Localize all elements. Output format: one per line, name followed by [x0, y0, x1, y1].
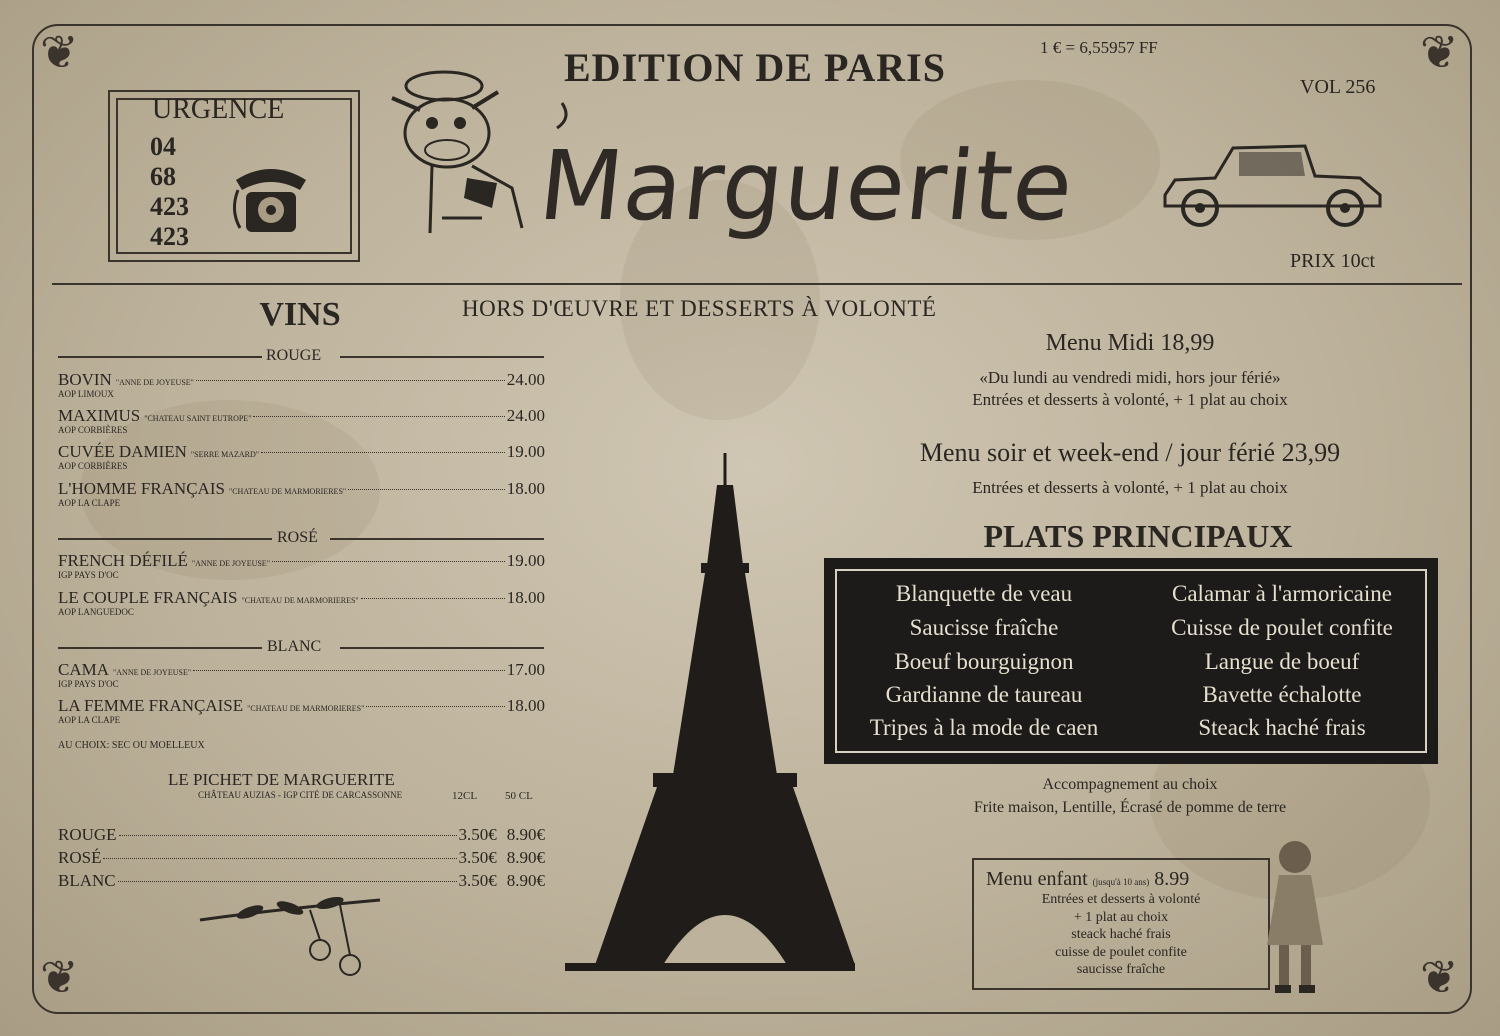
- flourish-icon: ❦: [1420, 952, 1459, 1003]
- dish-item: Tripes à la mode de caen: [869, 715, 1099, 740]
- menu-midi-title: Menu Midi 18,99: [1045, 330, 1215, 356]
- urgence-number: 04: [150, 132, 176, 161]
- pichet-price-50cl: 8.90€: [506, 848, 545, 867]
- wine-price: 19.00: [506, 551, 545, 570]
- wine-price: 18.00: [506, 588, 545, 607]
- plats-board: [824, 558, 1438, 764]
- dish-item: Bavette échalotte: [1202, 682, 1362, 707]
- rose-label: ROSÉ: [277, 529, 318, 546]
- pichet-name: ROUGE: [58, 825, 117, 844]
- vintage-car-icon: [1155, 140, 1390, 230]
- wine-producer: "CHATEAU DE MARMORIERES": [247, 704, 365, 713]
- kids-menu-line: cuisse de poulet confite: [1055, 944, 1187, 960]
- wine-appellation: AOP LA CLAPE: [58, 498, 121, 508]
- wine-item: [58, 588, 545, 617]
- edition-title: EDITION DE PARIS: [564, 45, 946, 90]
- urgence-number: 423: [150, 192, 189, 221]
- wine-name: LA FEMME FRANÇAISE: [58, 696, 244, 715]
- header-divider: [52, 283, 1462, 285]
- divider: [340, 647, 544, 649]
- wine-item: [58, 370, 545, 399]
- wine-item: [58, 696, 545, 725]
- kids-menu-title: Menu enfant: [986, 868, 1088, 890]
- child-photo-icon: [1255, 835, 1335, 1000]
- dish-item: Gardianne de taureau: [885, 682, 1083, 707]
- wine-price: 24.00: [506, 406, 545, 425]
- dish-item: Calamar à l'armoricaine: [1172, 581, 1392, 606]
- pichet-row: [58, 848, 545, 868]
- dish-item: Cuisse de poulet confite: [1171, 615, 1393, 640]
- wine-price: 18.00: [506, 479, 545, 498]
- pichet-row: [58, 825, 545, 845]
- pichet-title: LE PICHET DE MARGUERITE: [168, 770, 395, 789]
- divider: [340, 356, 544, 358]
- exchange-rate: 1 € = 6,55957 FF: [1040, 38, 1158, 57]
- flourish-icon: ❦: [40, 952, 79, 1003]
- restaurant-logo: Marguerite: [534, 130, 1080, 242]
- wine-price: 24.00: [506, 370, 545, 389]
- wine-producer: "SERRE MAZARD": [190, 450, 259, 459]
- accompagnement-title: Accompagnement au choix: [1042, 776, 1218, 793]
- wine-section-title: VINS: [259, 296, 341, 333]
- pichet-price-50cl: 8.90€: [506, 825, 545, 844]
- wine-producer: "CHATEAU DE MARMORIERES": [228, 487, 347, 496]
- wine-producer: "ANNE DE JOYEUSE": [191, 559, 270, 568]
- wine-name: CAMA: [58, 660, 110, 679]
- pichet-row: [58, 871, 545, 891]
- dish-item: Saucisse fraîche: [909, 615, 1059, 640]
- dish-item: Boeuf bourguignon: [894, 649, 1074, 674]
- wine-producer: "ANNE DE JOYEUSE": [113, 668, 192, 677]
- pichet-price-12cl: 3.50€: [458, 825, 497, 844]
- flourish-icon: ❦: [1420, 27, 1459, 78]
- blanc-label: BLANC: [267, 638, 322, 655]
- pichet-price-12cl: 3.50€: [458, 871, 497, 890]
- wine-item: [58, 551, 545, 580]
- wine-producer: "ANNE DE JOYEUSE": [115, 378, 194, 387]
- hors-oeuvre-banner: HORS D'ŒUVRE ET DESSERTS À VOLONTÉ: [462, 296, 937, 321]
- urgence-title: URGENCE: [152, 94, 285, 125]
- wine-price: 18.00: [506, 696, 545, 715]
- wine-name: FRENCH DÉFILÉ: [58, 551, 188, 570]
- divider: [58, 356, 262, 358]
- pichet-name: BLANC: [58, 871, 116, 890]
- kids-menu-line: + 1 plat au choix: [1073, 909, 1169, 925]
- urgence-number: 68: [150, 162, 176, 191]
- wine-appellation: IGP PAYS D'OC: [58, 679, 119, 689]
- telephone-icon: [226, 150, 316, 240]
- rouge-label: ROUGE: [266, 347, 322, 364]
- kids-menu-line: saucisse fraîche: [1076, 962, 1166, 977]
- wine-name: LE COUPLE FRANÇAIS: [58, 588, 238, 607]
- price-label: PRIX 10ct: [1290, 250, 1375, 272]
- divider: [58, 647, 262, 649]
- dish-item: Langue de boeuf: [1204, 649, 1360, 674]
- wine-item: [58, 479, 545, 508]
- accompagnement-options: Frite maison, Lentille, Écrasé de pomme de terre: [973, 799, 1287, 816]
- kids-menu-price: 8.99: [1154, 868, 1190, 890]
- pichet-price-12cl: 3.50€: [458, 848, 497, 867]
- pichet-col-50cl: 50 CL: [505, 790, 533, 802]
- divider: [58, 538, 272, 540]
- wine-name: BOVIN: [58, 370, 112, 389]
- blanc-note: AU CHOIX: SEC OU MOELLEUX: [58, 740, 205, 751]
- menu-soir-note: Entrées et desserts à volonté, + 1 plat au choix: [972, 478, 1288, 497]
- menu-midi-note: «Du lundi au vendredi midi, hors jour férié»: [979, 368, 1281, 387]
- divider: [330, 538, 544, 540]
- kids-menu-header: [986, 868, 1189, 891]
- menu-soir-title: Menu soir et week-end / jour férié 23,99: [919, 438, 1341, 467]
- volume-label: VOL 256: [1300, 76, 1376, 98]
- pichet-subtitle: CHÂTEAU AUZIAS - IGP CITÉ DE CARCASSONNE: [198, 790, 403, 800]
- flourish-icon: ❦: [40, 27, 79, 78]
- wine-item: [58, 442, 545, 471]
- kids-menu-age: (jusqu'à 10 ans): [1092, 877, 1150, 887]
- plats-title: PLATS PRINCIPAUX: [983, 518, 1293, 554]
- wine-item: [58, 406, 545, 435]
- kids-menu-line: steack haché frais: [1071, 927, 1171, 942]
- wine-item: [58, 660, 545, 689]
- wine-price: 17.00: [506, 660, 545, 679]
- wine-name: MAXIMUS: [58, 406, 141, 425]
- wine-appellation: AOP CORBIÈRES: [58, 425, 128, 435]
- olive-branch-icon: [190, 890, 390, 990]
- eiffel-tower-icon: [555, 445, 865, 985]
- wine-name: L'HOMME FRANÇAIS: [58, 479, 225, 498]
- pichet-price-50cl: 8.90€: [506, 871, 545, 890]
- wine-appellation: AOP LA CLAPE: [58, 715, 121, 725]
- wine-appellation: AOP LIMOUX: [58, 389, 114, 399]
- wine-appellation: IGP PAYS D'OC: [58, 570, 119, 580]
- wine-appellation: AOP CORBIÈRES: [58, 461, 128, 471]
- wine-name: CUVÉE DAMIEN: [58, 442, 187, 461]
- menu-midi-note: Entrées et desserts à volonté, + 1 plat au choix: [972, 390, 1288, 409]
- kids-menu-line: Entrées et desserts à volonté: [1041, 892, 1201, 907]
- wine-price: 19.00: [506, 442, 545, 461]
- urgence-number: 423: [150, 222, 189, 251]
- pichet-col-12cl: 12CL: [452, 790, 478, 802]
- wine-producer: "CHATEAU SAINT EUTROPE": [144, 414, 252, 423]
- kids-menu-lines: [976, 891, 1266, 979]
- dish-item: Blanquette de veau: [895, 581, 1073, 606]
- dish-item: Steack haché frais: [1198, 715, 1366, 740]
- wine-appellation: AOP LANGUEDOC: [58, 607, 134, 617]
- pichet-name: ROSÉ: [58, 848, 102, 867]
- wine-producer: "CHATEAU DE MARMORIERES": [241, 596, 359, 605]
